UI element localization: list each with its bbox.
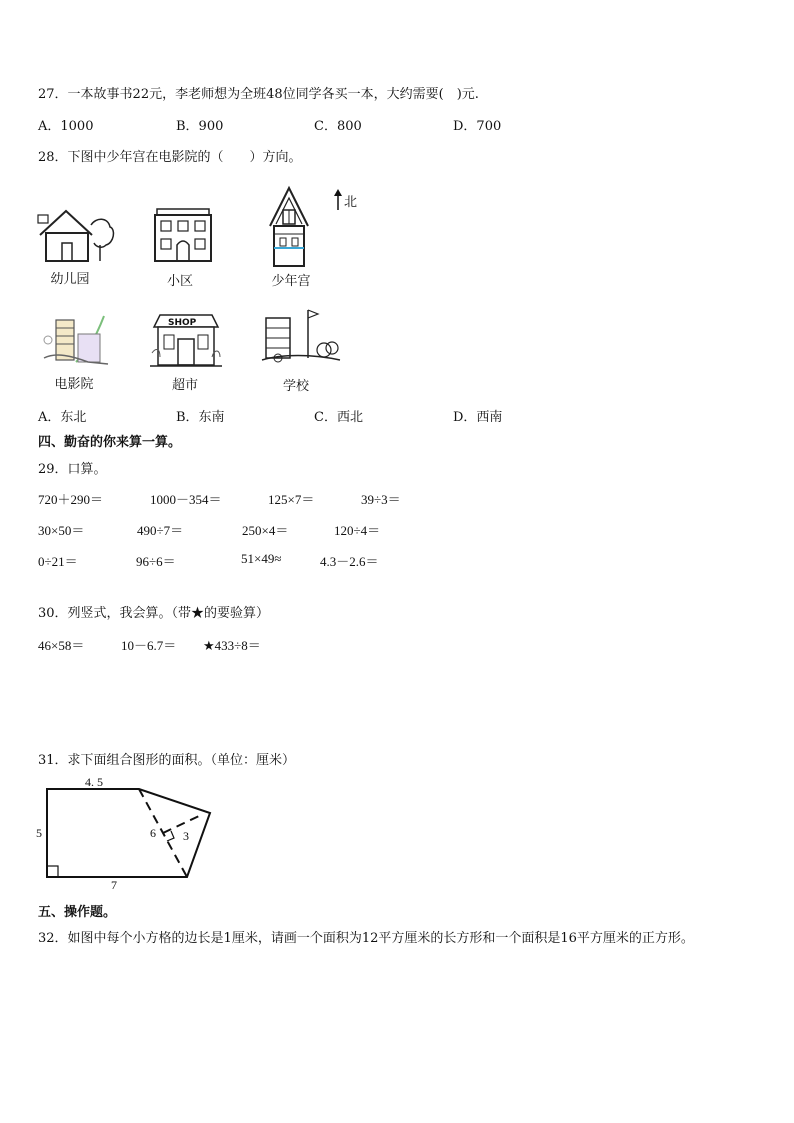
calc-item: 30×50＝ bbox=[38, 523, 85, 538]
q28-option-d[interactable]: D．西南 bbox=[453, 410, 503, 425]
question-30: 30．列竖式，我会算。（带★的要验算） bbox=[38, 606, 270, 621]
q28-option-a[interactable]: A．东北 bbox=[38, 410, 87, 425]
label-dashed-6: 6 bbox=[150, 826, 156, 840]
q27-option-a[interactable]: A．1000 bbox=[38, 119, 94, 134]
question-32: 32．如图中每个小方格的边长是1厘米，请画一个面积为12平方厘米的长方形和一个面积是16平方厘米的正方形。 bbox=[38, 931, 694, 946]
label-top-width: 4. 5 bbox=[85, 775, 103, 789]
place-cinema: 电影院 bbox=[54, 377, 94, 392]
calc-item: 0÷21＝ bbox=[38, 554, 78, 569]
question-27: 27．一本故事书22元，李老师想为全班48位同学各买一本，大约需要( )元. bbox=[38, 87, 479, 102]
north-label: 北 bbox=[344, 195, 358, 210]
calc-item: 51×49≈ bbox=[241, 551, 282, 566]
calc-item: 96÷6＝ bbox=[136, 554, 176, 569]
q27-option-b[interactable]: B．900 bbox=[176, 119, 224, 134]
section-5-heading: 五、操作题。 bbox=[38, 905, 117, 920]
calc-item: 125×7＝ bbox=[268, 492, 315, 507]
calc-item: 39÷3＝ bbox=[361, 492, 401, 507]
place-residential: 小区 bbox=[166, 274, 193, 289]
label-dashed-3: 3 bbox=[183, 829, 189, 843]
q27-option-d[interactable]: D．700 bbox=[453, 119, 502, 134]
place-supermarket: 超市 bbox=[171, 378, 198, 393]
shop-sign: SHOP bbox=[168, 318, 197, 328]
q28-option-b[interactable]: B．东南 bbox=[176, 410, 225, 425]
section-4-heading: 四、勤奋的你来算一算。 bbox=[38, 435, 182, 450]
calc-item: 720＋290＝ bbox=[38, 492, 104, 507]
calc-item: 490÷7＝ bbox=[137, 523, 184, 538]
place-youth-palace: 少年宫 bbox=[271, 274, 311, 289]
label-left-height: 5 bbox=[36, 826, 42, 840]
question-28: 28．下图中少年宫在电影院的（ ）方向。 bbox=[38, 150, 302, 165]
calc-item: 4.3－2.6＝ bbox=[320, 554, 379, 569]
q27-option-c[interactable]: C．800 bbox=[314, 119, 362, 134]
place-kindergarten: 幼儿园 bbox=[50, 272, 90, 287]
place-school: 学校 bbox=[282, 379, 309, 394]
vertical-calc-item: 46×58＝ bbox=[38, 638, 85, 653]
vertical-calc-item: ★433÷8＝ bbox=[203, 638, 261, 653]
vertical-calc-item: 10－6.7＝ bbox=[121, 638, 177, 653]
question-31: 31．求下面组合图形的面积。（单位：厘米） bbox=[38, 753, 296, 768]
calc-item: 120÷4＝ bbox=[334, 523, 381, 538]
calc-item: 250×4＝ bbox=[242, 523, 289, 538]
q28-option-c[interactable]: C．西北 bbox=[314, 410, 363, 425]
label-bottom-length: 7 bbox=[111, 878, 117, 892]
question-29: 29．口算。 bbox=[38, 462, 107, 477]
calc-item: 1000－354＝ bbox=[150, 492, 222, 507]
